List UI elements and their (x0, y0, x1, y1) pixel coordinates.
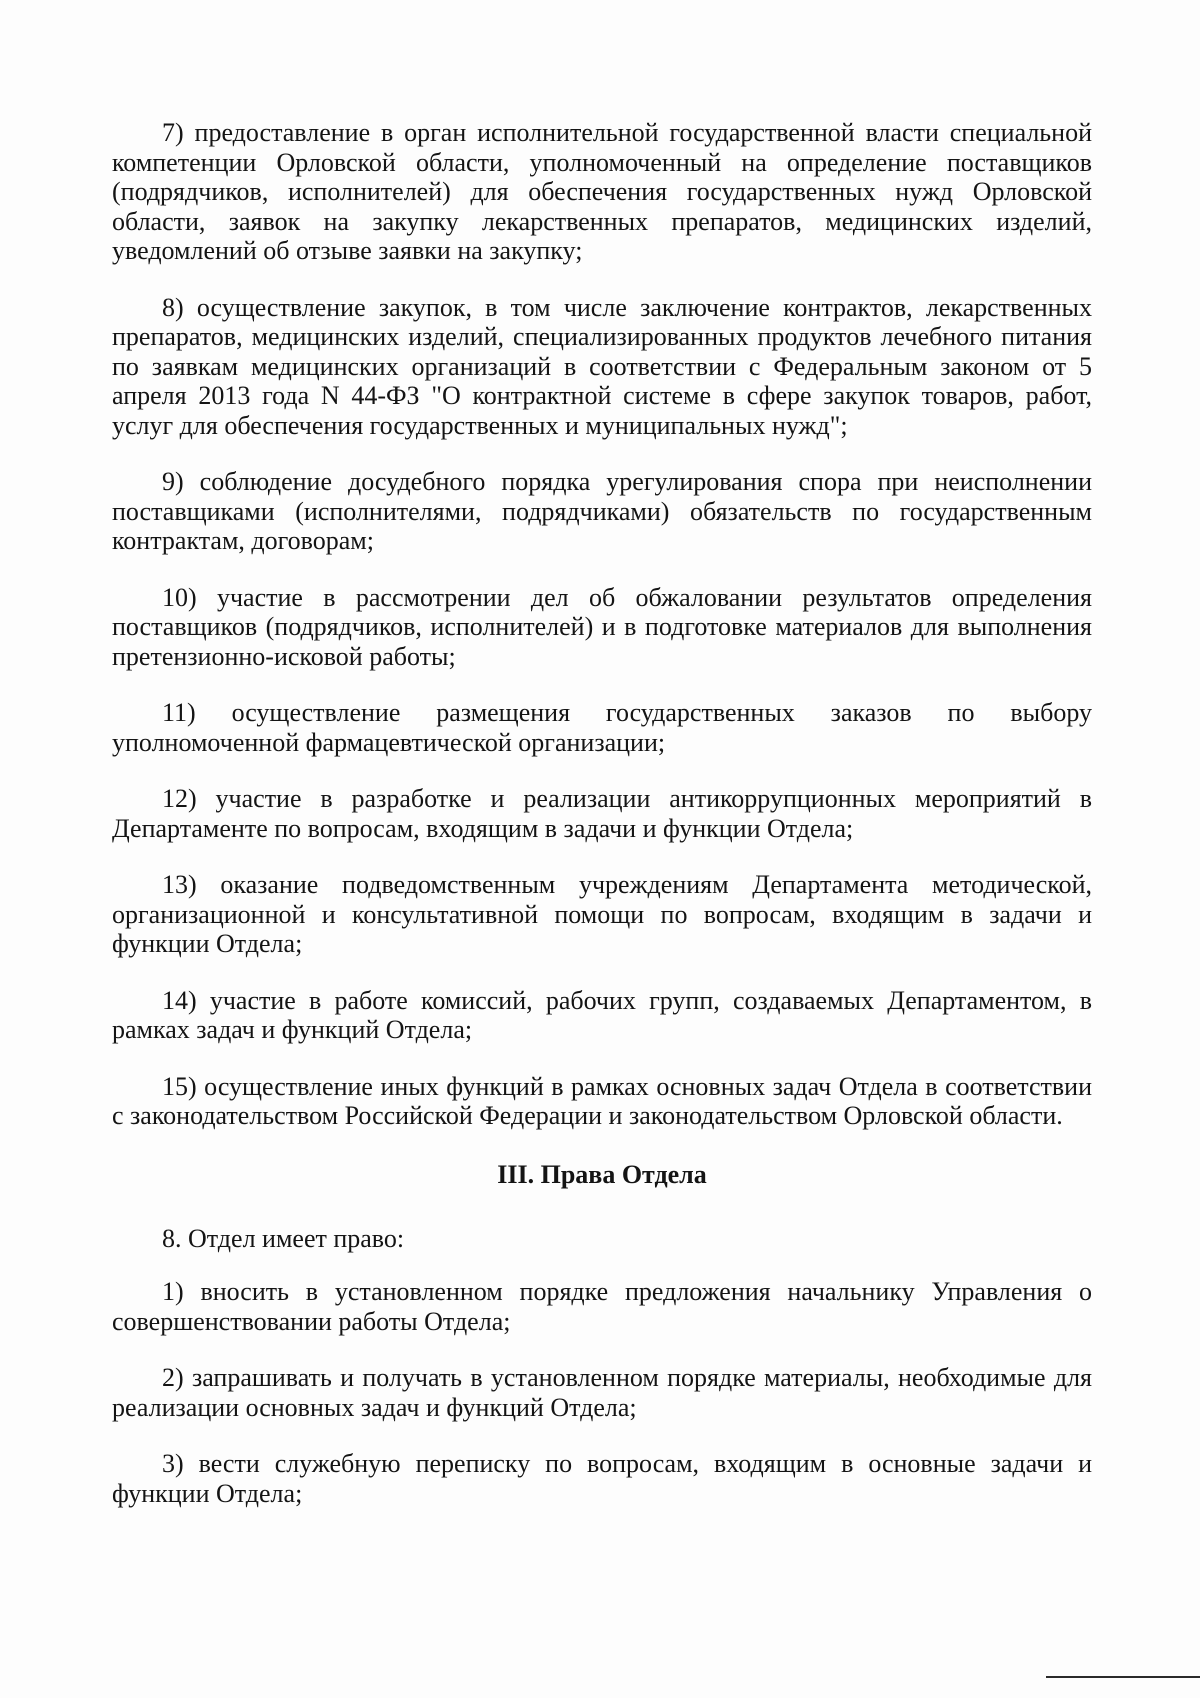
scan-edge-line (1046, 1676, 1200, 1678)
paragraph-item-11: 11) осуществление размещения государственных заказов по выбору уполномоченной фармацевтической организации; (112, 698, 1092, 757)
rights-intro: 8. Отдел имеет право: (162, 1223, 405, 1253)
rights-item-1: 1) вносить в установленном порядке предложения начальнику Управления о совершенствовании работы Отдела; (112, 1277, 1092, 1336)
paragraph-item-10: 10) участие в рассмотрении дел об обжаловании результатов определения поставщиков (подрядчиков, исполнителей) и в подготовке материалов для выполнения претензионно-исковой работы; (112, 582, 1092, 671)
paragraph-item-14: 14) участие в работе комиссий, рабочих групп, создаваемых Департаментом, в рамках задач и функций Отдела; (112, 985, 1092, 1044)
section-title: III. Права Отдела (497, 1159, 707, 1189)
paragraph-item-12: 12) участие в разработке и реализации антикоррупционных мероприятий в Департаменте по вопросам, входящим в задачи и функции Отдела; (112, 784, 1092, 843)
rights-item-2: 2) запрашивать и получать в установленном порядке материалы, необходимые для реализации основных задач и функций Отдела; (112, 1363, 1092, 1422)
paragraph-item-9: 9) соблюдение досудебного порядка урегулирования спора при неисполнении поставщиками (исполнителями, подрядчиками) обязательств по государственным контрактам, договорам; (112, 467, 1092, 555)
paragraph-item-13: 13) оказание подведомственным учреждениям Департамента методической, организационной и консультативной помощи по вопросам, входящим в задачи и функции Отдела; (112, 870, 1092, 958)
rights-item-3: 3) вести служебную переписку по вопросам, входящим в основные задачи и функции Отдела; (112, 1449, 1092, 1508)
paragraph-item-8: 8) осуществление закупок, в том числе заключение контрактов, лекарственных препаратов, медицинских изделий, специализированных продуктов лечебного питания по заявкам медицинских организаций в соответствии с Федеральным законом от 5 апреля 2013 года N 44-ФЗ "О контрактной системе в сфере закупок товаров, работ, услуг для обеспечения государственных и муниципальных нужд"; (112, 292, 1092, 440)
paragraph-item-7: 7) предоставление в орган исполнительной государственной власти специальной компетенции Орловской области, уполномоченный на определение поставщиков (подрядчиков, исполнителей) для обеспечения государственных нужд Орловской области, заявок на закупку лекарственных препаратов, медицинских изделий, уведомлений об отзыве заявки на закупку; (112, 118, 1092, 265)
document-body (112, 118, 1092, 1535)
paragraph-item-15: 15) осуществление иных функций в рамках основных задач Отдела в соответствии с законодательством Российской Федерации и законодательством Орловской области. (112, 1071, 1092, 1130)
